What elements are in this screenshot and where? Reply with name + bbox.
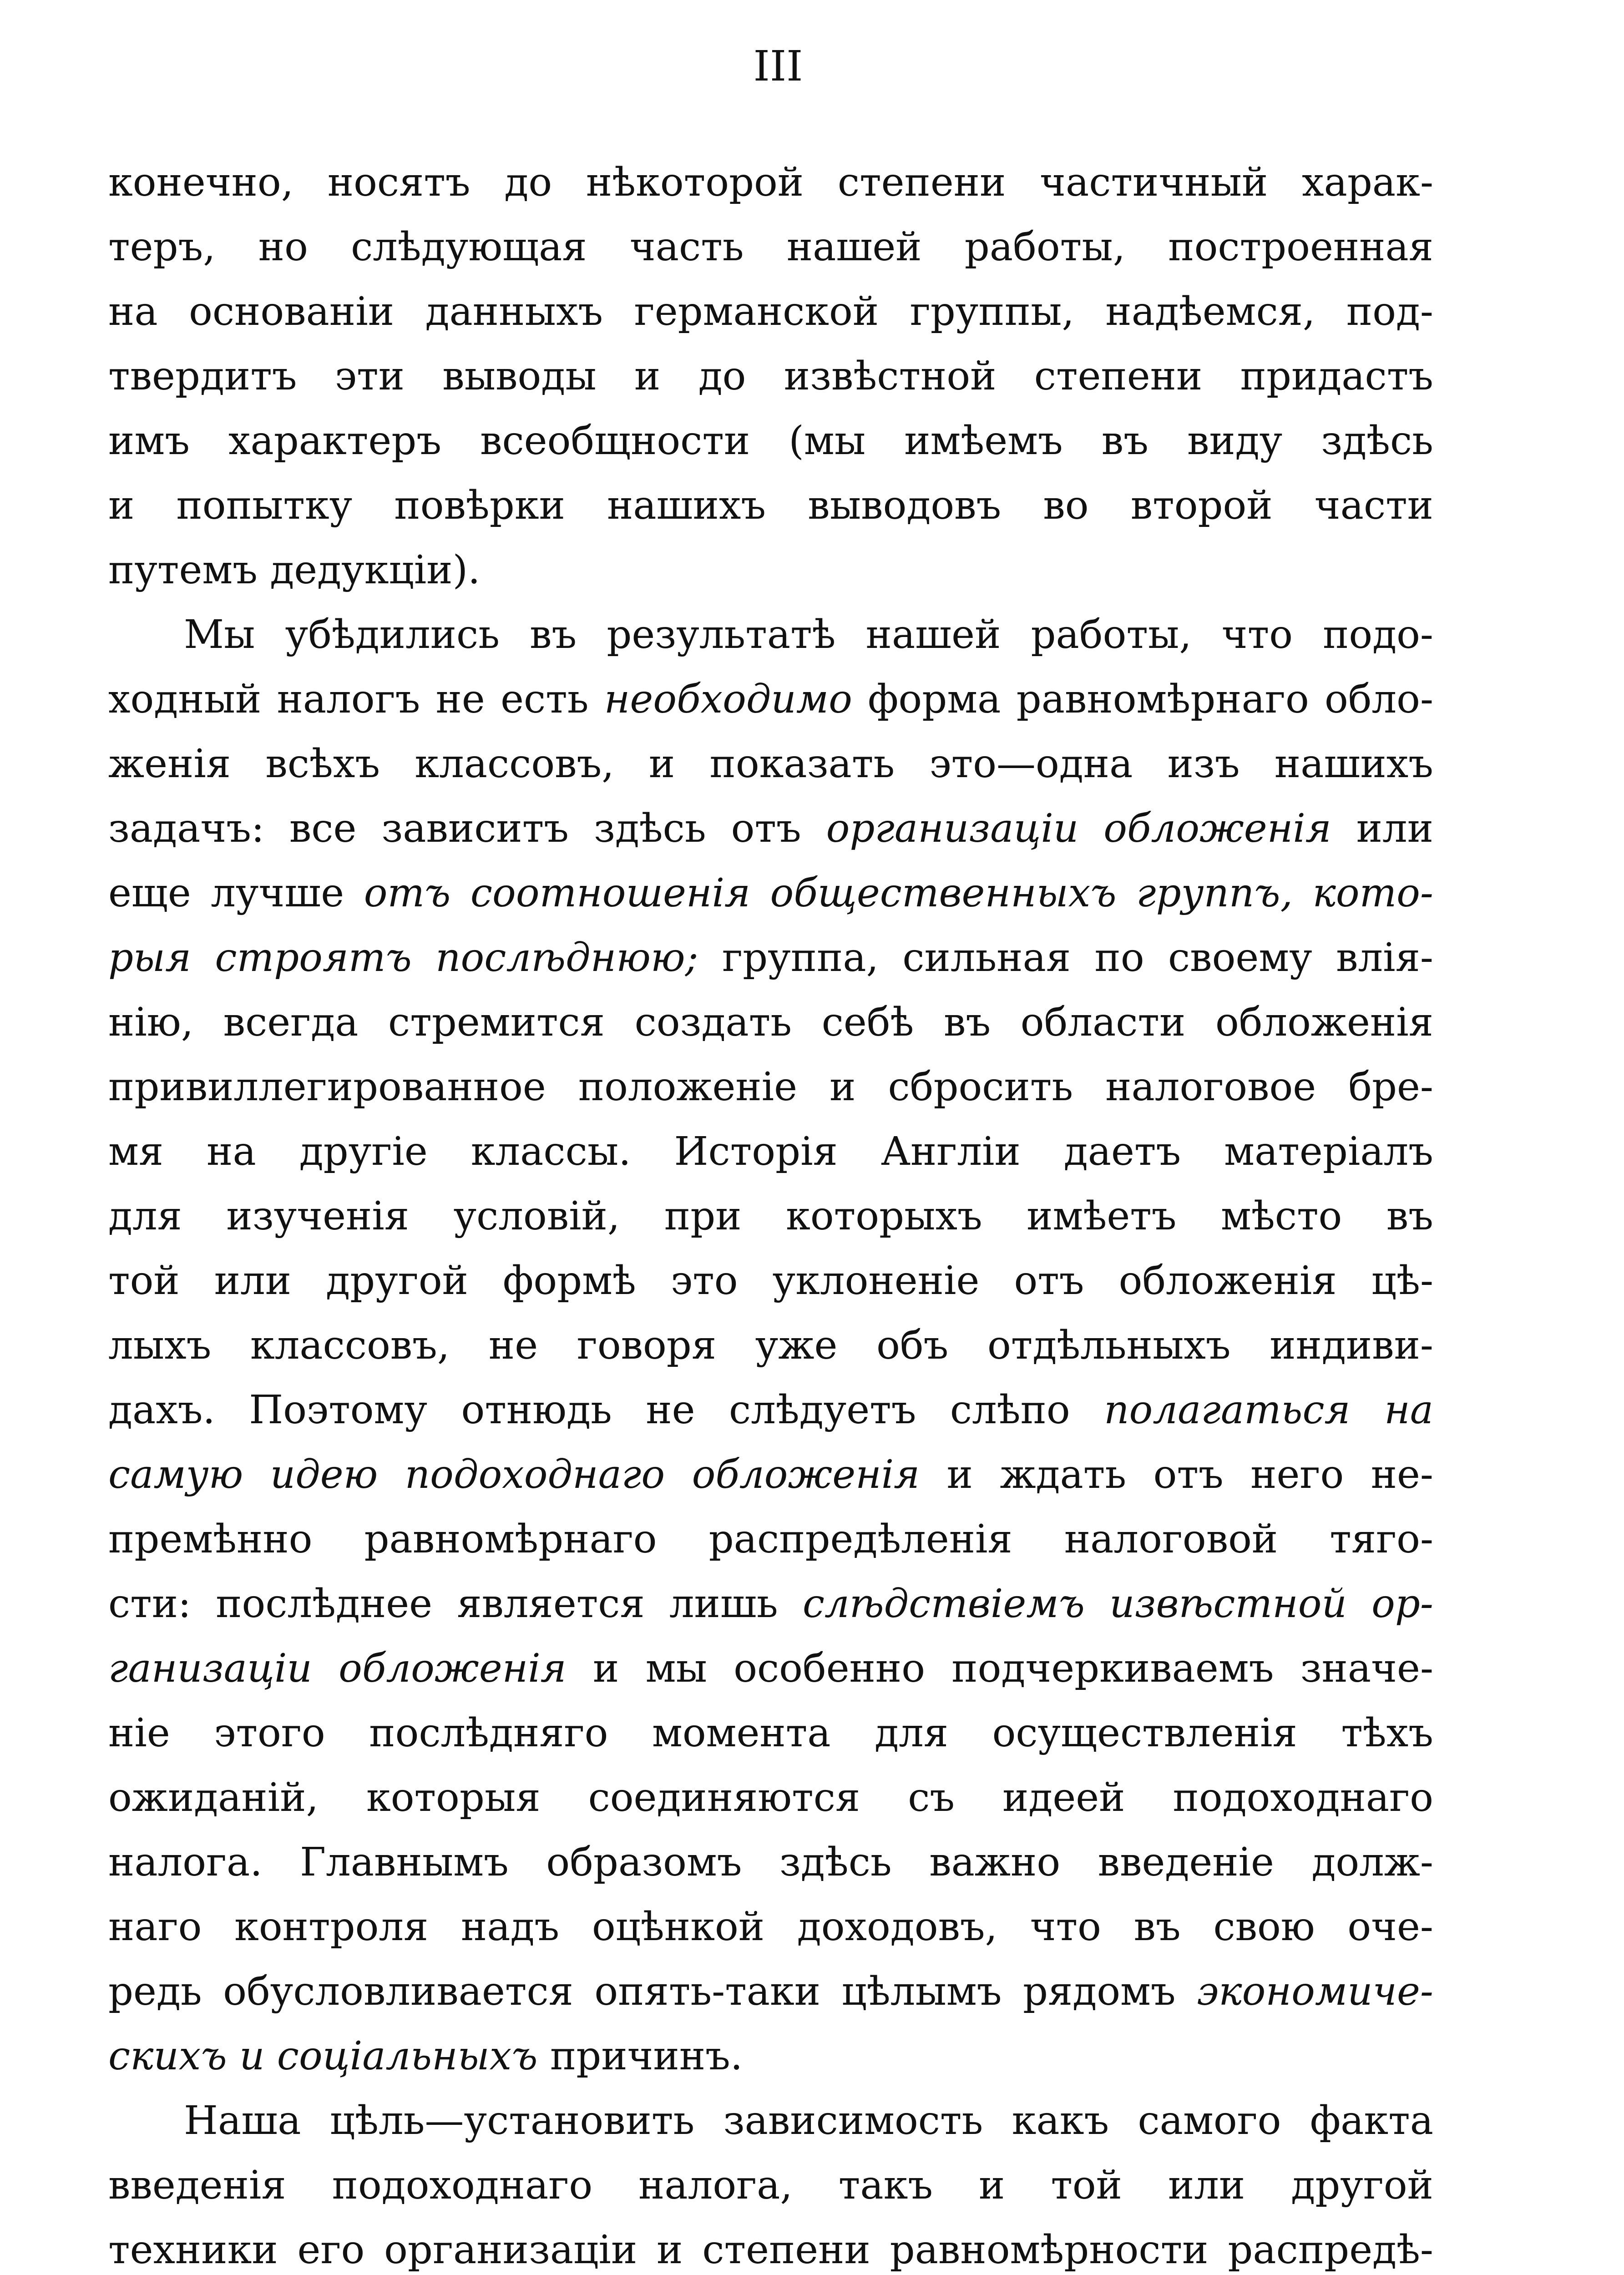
text-line: лыхъ классовъ, не говоря уже объ отдѣльныхъ индиви- — [108, 1323, 1433, 1368]
text-line: привиллегированное положеніе и сбросить налоговое бре- — [108, 1064, 1433, 1110]
italic-phrase: слѣдствіемъ извѣстной ор- — [802, 1581, 1433, 1627]
italic-phrase: необходимо — [604, 677, 852, 722]
page-number: III — [753, 42, 803, 91]
italic-phrase: полагаться на — [1104, 1387, 1433, 1433]
body-text — [108, 150, 1433, 2275]
text-line: скихъ и соціальныхъ причинъ. — [108, 2033, 743, 2079]
italic-phrase: экономиче- — [1197, 1969, 1433, 2014]
text-line: рыя строятъ послѣднюю; группа, сильная по своему влія- — [108, 935, 1433, 981]
italic-phrase: рыя строятъ послѣднюю; — [108, 935, 698, 981]
text-line: конечно, носятъ до нѣкоторой степени частичный харак- — [108, 160, 1433, 205]
text-line: путемъ дедукціи). — [108, 547, 481, 593]
text-line: техники его организаціи и степени равномѣрности распредѣ- — [108, 2227, 1433, 2273]
text-line: редь обусловливается опять-таки цѣлымъ рядомъ экономиче- — [108, 1969, 1433, 2014]
text-line: задачъ: все зависитъ здѣсь отъ организаціи обложенія или — [108, 806, 1433, 851]
text-line: женія всѣхъ классовъ, и показать это—одна изъ нашихъ — [108, 741, 1433, 787]
text-line: ожиданій, которыя соединяются съ идеей подоходнаго — [108, 1775, 1433, 1820]
text-line: теръ, но слѣдующая часть нашей работы, построенная — [108, 224, 1433, 270]
italic-phrase: самую идею подоходнаго обложенія — [108, 1452, 920, 1497]
italic-phrase: ганизаціи обложенія — [108, 1646, 567, 1691]
text-line: для изученія условій, при которыхъ имѣетъ мѣсто въ — [108, 1193, 1433, 1239]
text-line: ніе этого послѣдняго момента для осуществленія тѣхъ — [108, 1710, 1433, 1756]
text-line: Мы убѣдились въ результатѣ нашей работы, что подо- — [184, 612, 1433, 657]
text-line: нію, всегда стремится создать себѣ въ области обложенія — [108, 1000, 1433, 1045]
text-line: премѣнно равномѣрнаго распредѣленія налоговой тяго- — [108, 1517, 1433, 1562]
text-line: наго контроля надъ оцѣнкой доходовъ, что въ свою оче- — [108, 1904, 1433, 1950]
text-line: Наша цѣль—установить зависимость какъ самого факта — [184, 2098, 1433, 2144]
text-line: дахъ. Поэтому отнюдь не слѣдуетъ слѣпо полагаться на — [108, 1387, 1433, 1433]
text-line: самую идею подоходнаго обложенія и ждать отъ него не- — [108, 1452, 1433, 1497]
text-line: той или другой формѣ это уклоненіе отъ обложенія цѣ- — [108, 1258, 1433, 1304]
text-line: мя на другіе классы. Исторія Англіи даетъ матеріалъ — [108, 1129, 1433, 1174]
text-line: и попытку повѣрки нашихъ выводовъ во второй части — [108, 483, 1433, 528]
text-line: сти: послѣднее является лишь слѣдствіемъ извѣстной ор- — [108, 1581, 1433, 1627]
italic-phrase: отъ соотношенія общественныхъ группъ, кото- — [364, 870, 1433, 916]
text-line: введенія подоходнаго налога, такъ и той или другой — [108, 2163, 1433, 2208]
text-line: твердитъ эти выводы и до извѣстной степени придастъ — [108, 354, 1433, 399]
italic-phrase: организаціи обложенія — [826, 806, 1331, 851]
text-line: на основаніи данныхъ германской группы, надѣемся, под- — [108, 289, 1433, 334]
italic-phrase: скихъ и соціальныхъ — [108, 2033, 538, 2079]
text-line: имъ характеръ всеобщности (мы имѣемъ въ виду здѣсь — [108, 418, 1433, 464]
text-line: ходный налогъ не есть необходимо форма равномѣрнаго обло- — [108, 677, 1433, 722]
text-line: ганизаціи обложенія и мы особенно подчеркиваемъ значе- — [108, 1646, 1433, 1691]
text-line: еще лучше отъ соотношенія общественныхъ группъ, кото- — [108, 870, 1433, 916]
text-line: налога. Главнымъ образомъ здѣсь важно введеніе долж- — [108, 1840, 1433, 1885]
